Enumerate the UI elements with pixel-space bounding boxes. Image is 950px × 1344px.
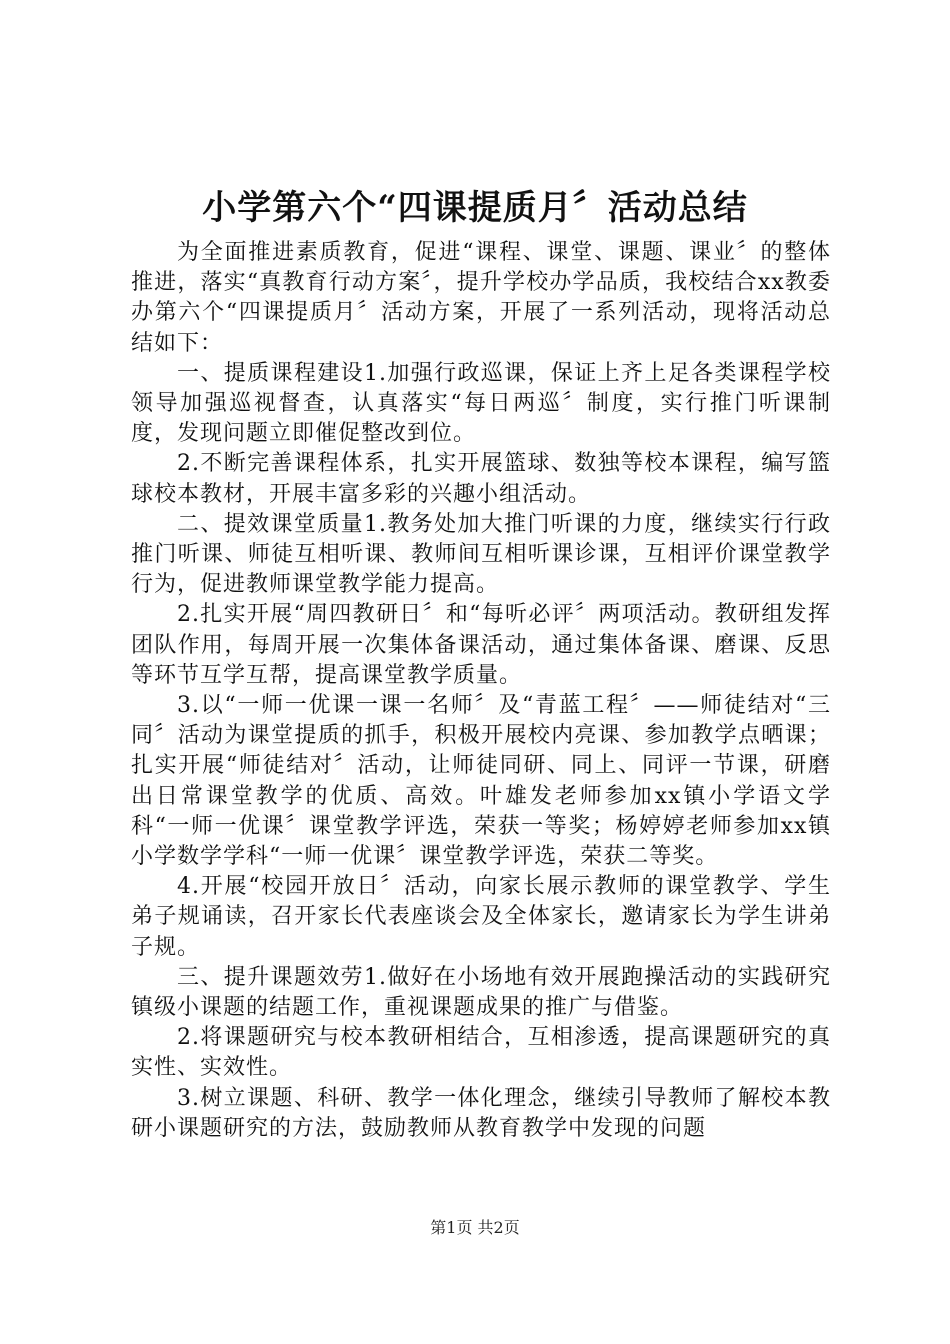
document-title: 小学第六个“四课提质月〞活动总结 xyxy=(202,188,748,228)
paragraph-course-2: 2.不断完善课程体系，扎实开展篮球、数独等校本课程，编写篮球校本教材，开展丰富多彩的兴趣小组活动。 xyxy=(131,451,831,507)
paragraph-class-1: 二、提效课堂质量1.教务处加大推门听课的力度，继续实行行政推门听课、师徒互相听课、教师间互相听课诊课，互相评价课堂教学行为，促进教师课堂教学能力提高。 xyxy=(131,511,831,598)
paragraph-topic-1: 三、提升课题效劳1.做好在小场地有效开展跑操活动的实践研究镇级小课题的结题工作，重视课题成果的推广与借鉴。 xyxy=(131,964,831,1021)
paragraph-topic-3: 3.树立课题、科研、教学一体化理念，继续引导教师了解校本教研小课题研究的方法，鼓励教师从教育教学中发现的问题 xyxy=(131,1085,831,1141)
paragraph-intro: 为全面推进素质教育，促进“课程、课堂、课题、课业〞的整体推进，落实“真教育行动方案〞，提升学校办学品质，我校结合xx教委办第六个“四课提质月〞活动方案，开展了一系列活动，现将活动总结如下： xyxy=(131,240,831,356)
page-number-footer: 第1页 共2页 xyxy=(430,1218,520,1237)
paragraph-class-4: 4.开展“校园开放日〞活动，向家长展示教师的课堂教学、学生弟子规诵读，召开家长代表座谈会及全体家长，邀请家长为学生讲弟子规。 xyxy=(131,874,831,960)
paragraph-topic-2: 2.将课题研究与校本教研相结合，互相渗透，提高课题研究的真实性、实效性。 xyxy=(131,1025,831,1081)
paragraph-course-1: 一、提质课程建设1.加强行政巡课，保证上齐上足各类课程学校领导加强巡视督查，认真落实“每日两巡〞制度，实行推门听课制度，发现问题立即催促整改到位。 xyxy=(131,360,831,447)
paragraph-class-3: 3.以“一师一优课一课一名师〞及“青蓝工程〞——师徒结对“三同〞活动为课堂提质的抓手，积极开展校内亮课、参加教学点晒课；扎实开展“师徒结对〞活动，让师徒同研、同上、同评一节课，研磨出日常课堂教学的优质、高效。叶雄发老师参加xx镇小学语文学科“一师一优课〞课堂教学评选，荣获一等奖；杨婷婷老师参加xx镇小学数学学科“一师一优课〞课堂教学评选，荣获二等奖。 xyxy=(131,693,831,870)
document-body xyxy=(131,238,831,1144)
paragraph-class-2: 2.扎实开展“周四教研日〞和“每听必评〞两项活动。教研组发挥团队作用，每周开展一次集体备课活动，通过集体备课、磨课、反思等环节互学互帮，提高课堂教学质量。 xyxy=(131,602,831,688)
